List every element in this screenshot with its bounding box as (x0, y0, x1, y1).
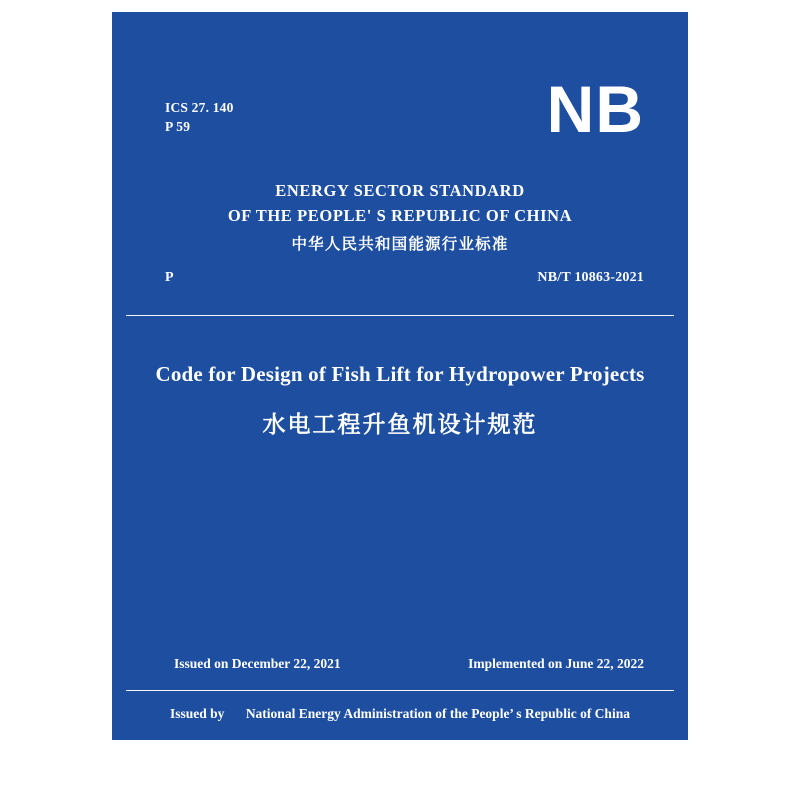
standard-name-cn: 中华人民共和国能源行业标准 (291, 235, 509, 253)
ics-number: ICS 27. 140 (165, 100, 234, 115)
nb-logo: NB (546, 72, 644, 146)
title-en: Code for Design of Fish Lift for Hydropower Projects (155, 362, 645, 386)
divider-bottom (126, 690, 674, 691)
ics-classification-block (165, 98, 234, 136)
dates-row (112, 656, 688, 676)
title-cn: 水电工程升鱼机设计规范 (262, 412, 538, 438)
standard-code-row (112, 270, 688, 292)
standard-category-code: P (165, 270, 174, 285)
standard-name-en-line1: ENERGY SECTOR STANDARD (275, 181, 525, 200)
title-block (112, 360, 688, 439)
standard-name-en-line2: OF THE PEOPLE' S REPUBLIC OF CHINA (227, 206, 573, 225)
issued-by-value: National Energy Administration of the People’ s Republic of China (245, 706, 630, 721)
issued-by-label: Issued by (170, 706, 225, 721)
standard-name-block (112, 178, 688, 254)
issuer-row (112, 706, 688, 722)
classification-number: P 59 (165, 119, 191, 134)
implemented-date: Implemented on June 22, 2022 (468, 656, 644, 671)
standard-cover (112, 12, 688, 740)
issued-date: Issued on December 22, 2021 (174, 656, 341, 671)
standard-number: NB/T 10863-2021 (537, 270, 644, 285)
divider-top (126, 315, 674, 316)
cover-header (112, 72, 688, 162)
